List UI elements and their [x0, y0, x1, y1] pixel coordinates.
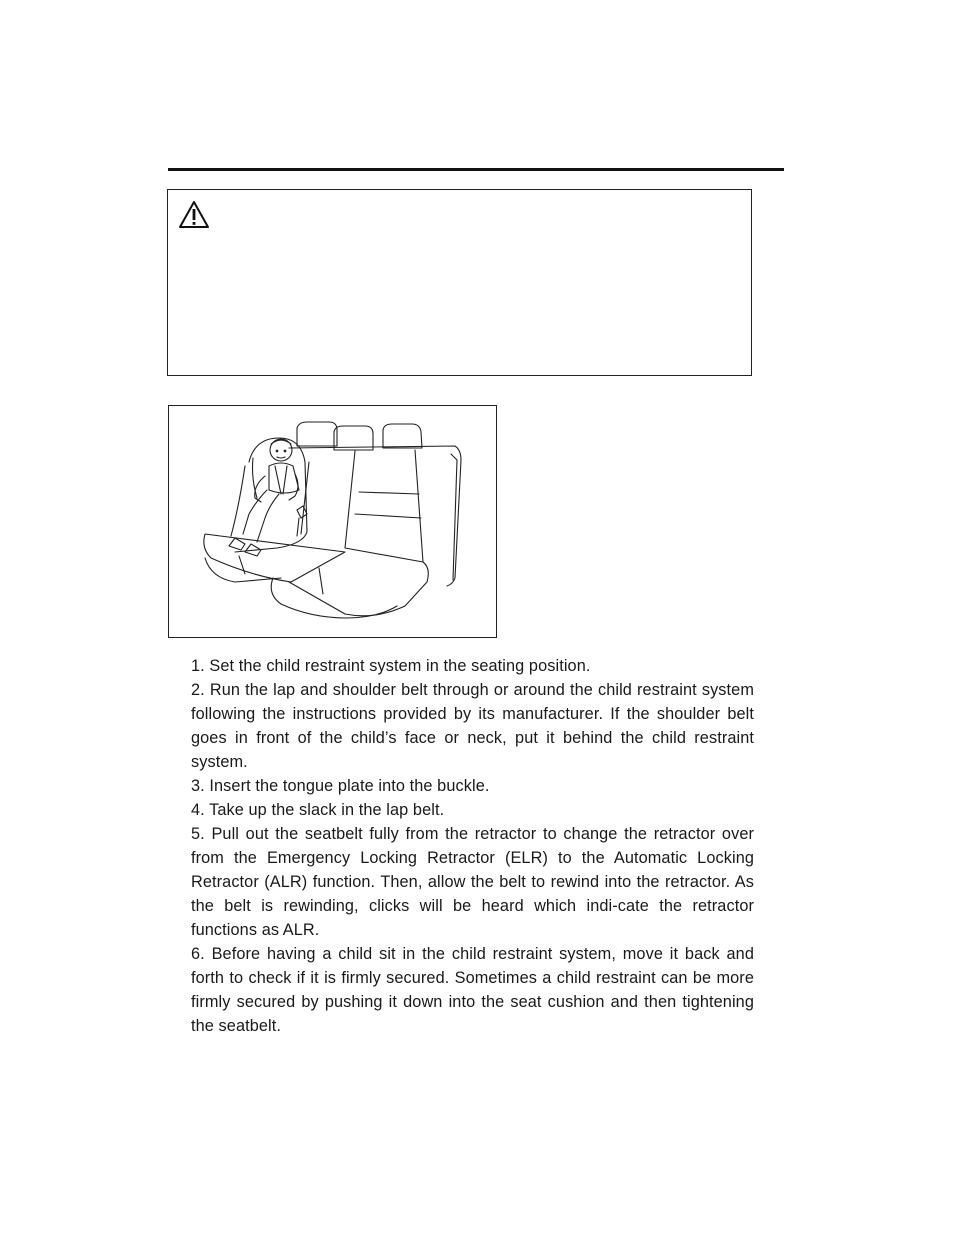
warning-triangle-icon	[178, 200, 210, 230]
child-seat-figure	[168, 405, 497, 638]
step-1: 1. Set the child restraint system in the seating position.	[191, 657, 591, 675]
instruction-steps	[191, 654, 754, 1038]
child-seat-in-rear-seat-illustration	[169, 406, 497, 638]
step-3: 3. Insert the tongue plate into the buckle.	[191, 777, 490, 795]
step-6: 6. Before having a child sit in the child restraint system, move it back and forth to check if it is firmly secured. Sometimes a child restraint can be more firmly secured by pushing it down into the seat cushion and then tightening the seatbelt.	[191, 945, 754, 1035]
step-5: 5. Pull out the seatbelt fully from the retractor to change the retractor over from the Emergency Locking Retractor (ELR) to the Automatic Locking Retractor (ALR) function. Then, allow the belt to rewind into the retractor. As the belt is rewinding, clicks will be heard which indi-cate the retractor functions as ALR.	[191, 825, 754, 939]
warning-box	[167, 189, 752, 376]
section-rule	[168, 168, 784, 171]
step-2: 2. Run the lap and shoulder belt through or around the child restraint system following the instructions provided by its manufacturer. If the shoulder belt goes in front of the child’s face or neck, put it behind the child restraint system.	[191, 681, 754, 771]
step-4: 4. Take up the slack in the lap belt.	[191, 801, 445, 819]
